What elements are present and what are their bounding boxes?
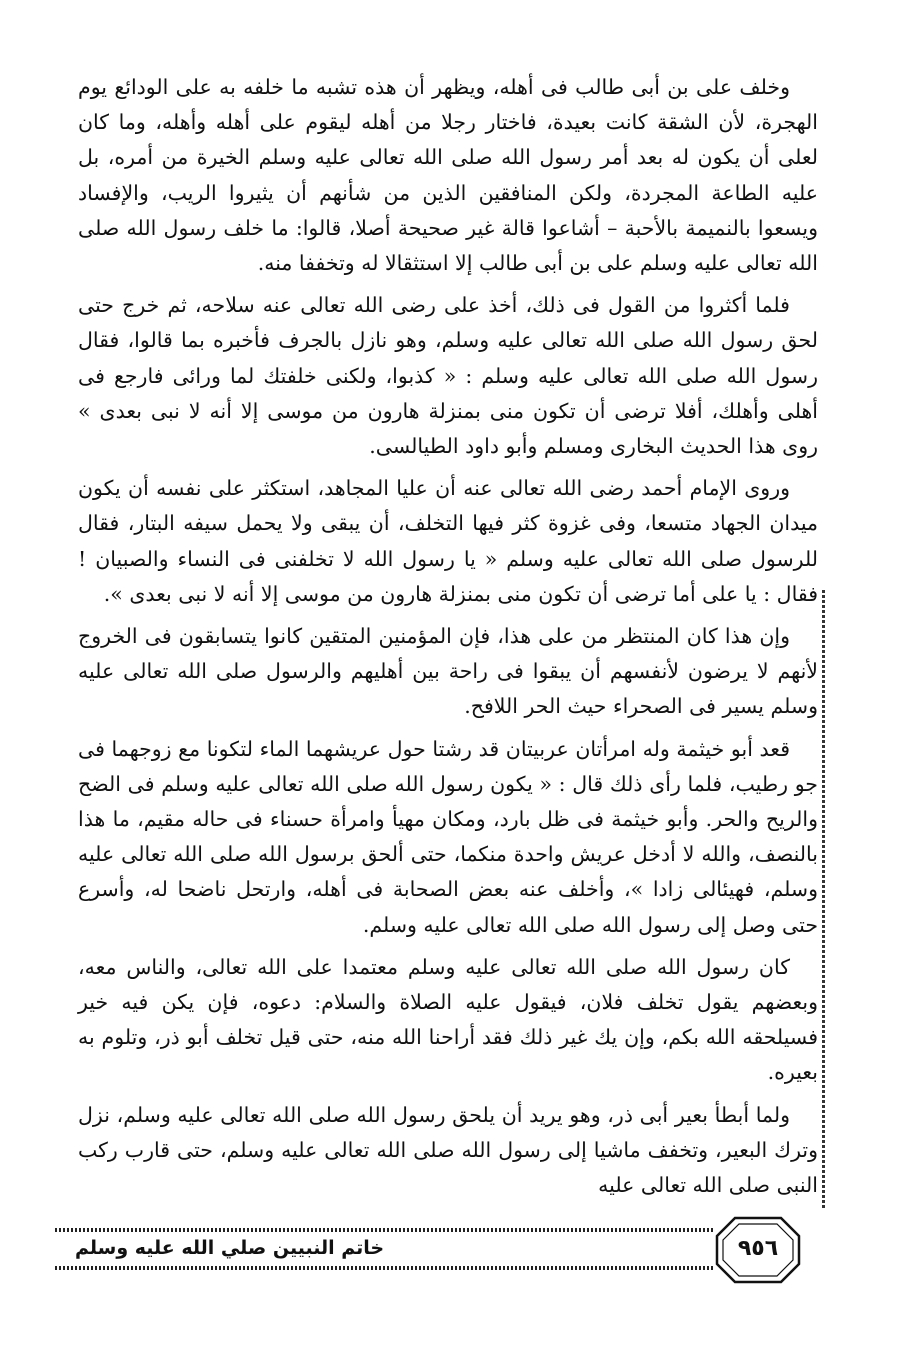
paragraph: قعد أبو خيثمة وله امرأتان عربيتان قد رشتا حول عريشهما الماء لتكونا مع زوجهما فى جو رطيب، فلما رأى ذلك قال : « يكون رسول الله صلى الله تعالى عليه وسلم فى الضح والريح والحر. وأبو خيثمة فى ظل بارد، ومكان مهيأ وامرأة حسناء فى حاله مقيم، ما هذا بالنصف، والله لا أدخل عريش واحدة منكما، حتى ألحق برسول الله صلى الله تعالى عليه وسلم، فهيئالى زادا »، وأخلف عنه بعض الصحابة فى أهله، وارتحل ناضحا له، وأسرع حتى وصل إلى رسول الله صلى الله تعالى عليه وسلم.: [78, 736, 818, 937]
page-footer: [55, 1212, 825, 1302]
paragraph: وخلف على بن أبى طالب فى أهله، ويظهر أن هذه تشبه ما خلفه به على الودائع يوم الهجرة، لأن الشقة كانت بعيدة، فاختار رجلا من أهله ليقوم على أهله وأهله، وما كان لعلى أن يكون له بعد أمر رسول الله صلى الله تعالى عليه وسلم الخيرة من أمره، بل عليه الطاعة المجردة، ولكن المنافقين الذين من شأنهم أن يثيروا الريب، والإفساد ويسعوا بالنميمة بالأحبة – أشاعوا قالة غير صحيحة أصلا، قالوا: ما خلف رسول الله صلى الله تعالى عليه وسلم على بن أبى طالب إلا استثقالا له وتخففا منه.: [78, 75, 818, 276]
paragraph: ولما أبطأ بعير أبى ذر، وهو يريد أن يلحق رسول الله صلى الله تعالى عليه وسلم، نزل وترك البعير، وتخفف ماشيا إلى رسول الله صلى الله تعالى عليه وسلم، حتى قارب ركب النبى صلى الله تعالى عليه: [78, 1102, 818, 1198]
page-number: ٩٥٦: [737, 1236, 779, 1261]
paragraph: وإن هذا كان المنتظر من على هذا، فإن المؤمنين المتقين كانوا يتسابقون فى الخروج لأنهم لا يرضون لأنفسهم أن يبقوا فى راحة بين أهليهم والرسول صلى الله تعالى عليه وسلم يسير فى الصحراء حيث الحر اللافح.: [78, 624, 818, 719]
footer-rule-bottom: [55, 1266, 715, 1270]
paragraph: كان رسول الله صلى الله تعالى عليه وسلم معتمدا على الله تعالى، والناس معه، وبعضهم يقول تخلف فلان، فيقول عليه الصلاة والسلام: دعوه، فإن يكن فيه خير فسيلحقه الله بكم، وإن يك غير ذلك فقد أراحنا الله منه، حتى قيل تخلف أبو ذر، وتلوم به بعيره.: [78, 954, 818, 1085]
page-number-badge: [713, 1214, 803, 1286]
footer-book-title: خاتم النبيين صلي الله عليه وسلم: [75, 1237, 385, 1259]
side-decorative-rule: [822, 590, 825, 1210]
body-text: [78, 70, 818, 1210]
footer-rule-top: [55, 1228, 715, 1232]
paragraph: وروى الإمام أحمد رضى الله تعالى عنه أن عليا المجاهد، استكثر على نفسه أن يكون ميدان الجهاد متسعا، وفى غزوة كثر فيها التخلف، أن يبقى ولا يحمل سيفه البتار، فقال للرسول صلى الله تعالى عليه وسلم « يا رسول الله لا تخلفنى فى النساء والصبيان ! فقال : يا على أما ترضى أن تكون منى بمنزلة هارون من موسى إلا أنه لا نبى بعدى ».: [78, 476, 818, 606]
footer-book-title-wrap: [75, 1234, 715, 1262]
paragraph: فلما أكثروا من القول فى ذلك، أخذ على رضى الله تعالى عنه سلاحه، ثم خرج حتى لحق رسول الله صلى الله تعالى عليه وسلم، وهو نازل بالجرف فأخبره بما قالوا، فقال رسول الله صلى الله تعالى عليه وسلم : « كذبوا، ولكنى خلفتك لما ورائى فارجع فى أهلى وأهلك، أفلا ترضى أن تكون منى بمنزلة هارون من موسى إلا أنه لا نبى بعدى » روى هذا الحديث البخارى ومسلم وأبو داود الطيالسى.: [78, 293, 818, 459]
